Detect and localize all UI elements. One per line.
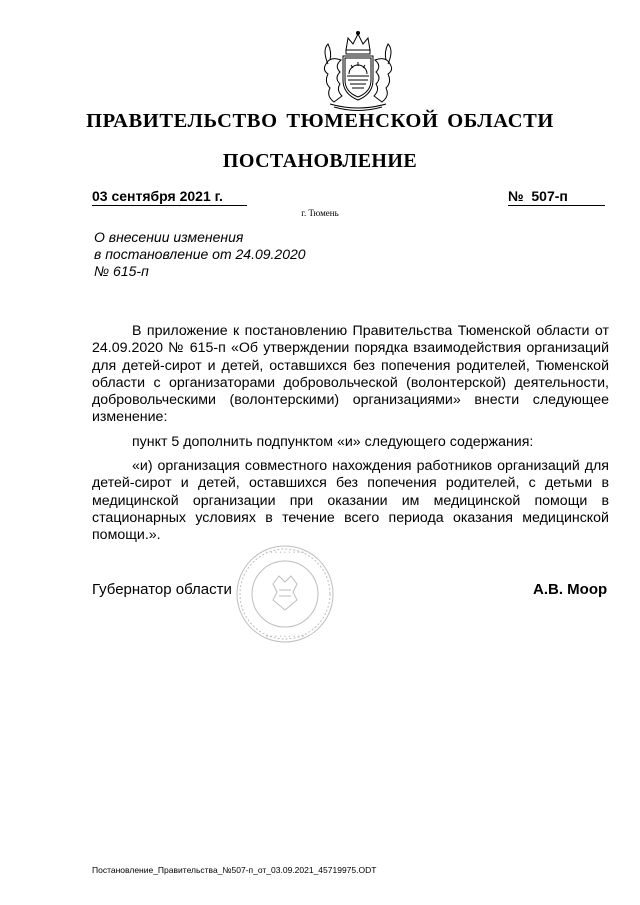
subject-line: О внесении изменения xyxy=(94,229,244,245)
document-body xyxy=(92,323,609,552)
tyumen-region-coat-of-arms-icon xyxy=(316,30,400,112)
footer-filename: Постановление_Правительства_№507-п_от_03.09.2021_45719975.ODT xyxy=(92,865,377,875)
subject-line: № 615-п xyxy=(94,263,149,279)
body-paragraph: пункт 5 дополнить подпунктом «и» следующего содержания: xyxy=(132,433,534,450)
svg-text:• • • • • • • • •: • • • • • • • • • xyxy=(265,550,305,556)
government-title: ПРАВИТЕЛЬСТВО ТЮМЕНСКОЙ ОБЛАСТИ xyxy=(86,110,554,132)
document-date: 03 сентября 2021 г. xyxy=(92,188,247,206)
document-type-title: ПОСТАНОВЛЕНИЕ xyxy=(222,150,418,172)
document-number: № 507-п xyxy=(508,188,605,206)
body-paragraph: «и) организация совместного нахождения работников организаций для детей-сирот и детей, оставшихся без попечения родителей, с детьми в медицинской организации при оказании им медицинской помощи в стационарных условиях в течение всего периода оказания медицинской помощи.». xyxy=(92,458,609,544)
document-city: г. Тюмень xyxy=(301,208,339,218)
document-subject xyxy=(94,229,306,280)
subject-line: в постановление от 24.09.2020 xyxy=(94,246,306,262)
signatory-name: А.В. Моор xyxy=(533,581,608,598)
official-seal-icon xyxy=(235,544,335,644)
svg-text:• • • • • • • • •: • • • • • • • • • xyxy=(265,634,305,640)
body-paragraph: В приложение к постановлению Правительства Тюменской области от 24.09.2020 № 615-п «Об утверждении порядка взаимодействия организаций для детей-сирот и детей, оставшихся без попечения родителей, Тюменской области с организаторами добровольческой (волонтерской) деятельности, добровольческими (волонтерскими) организациями» внести следующее изменение: xyxy=(92,323,609,426)
signatory-position: Губернатор области xyxy=(92,581,232,598)
